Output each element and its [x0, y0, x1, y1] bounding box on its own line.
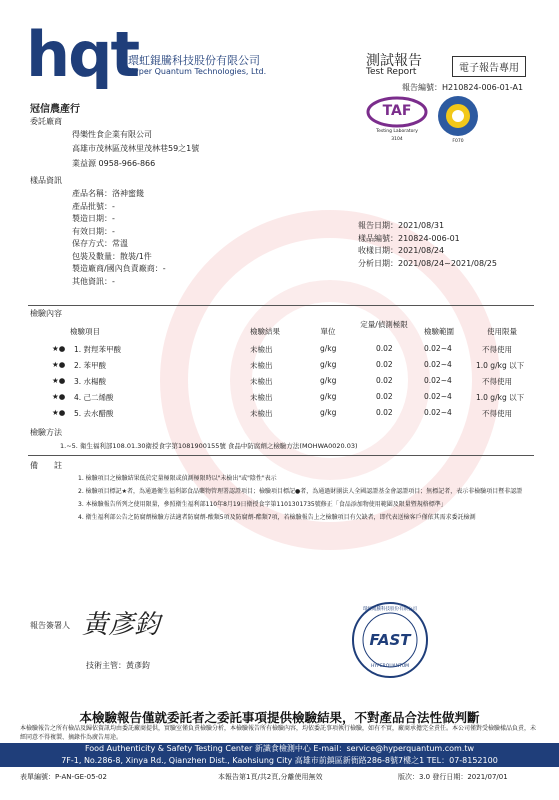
sample-info-left: [72, 188, 166, 288]
col-header-max: 使用限量: [487, 327, 517, 336]
divider: [28, 455, 534, 456]
list-item: 4. 衛生福利部公告之防腐劑檢驗方法適者防腐劑-酸類5項及防腐劑-酯類7項，若檢驗報告上之檢驗項目有欠缺者，即代表送檢客戶僅依其需求委託檢測: [78, 514, 476, 521]
col-header-item: 檢驗項目: [70, 327, 100, 336]
client-name: 得樂性食企業有限公司: [72, 130, 152, 139]
sample-row-other: 其他資訊：-: [72, 276, 115, 286]
col-header-unit: 單位: [320, 327, 336, 336]
results-table: [30, 320, 535, 420]
table-row: ★● 3. 水楊酸 未檢出 g/kg 0.02 0.02~4 不得使用: [52, 376, 512, 386]
company-name-en: Hyper Quantum Technologies, Ltd.: [128, 67, 267, 76]
accreditation-seal-icon: F070: [436, 94, 480, 146]
sample-info-right: [358, 220, 497, 270]
fast-stamp: 環虹錕騰科技股份有限公司 FAST HYPERQUANTUM: [350, 600, 430, 680]
sample-section-label: 樣品資訊: [30, 176, 62, 185]
notes-list: [78, 474, 528, 522]
results-section-label: 檢驗內容: [30, 309, 62, 318]
sample-row-exp-date: 有效日期：-: [72, 226, 115, 236]
client-section-label: 委託廠商: [30, 117, 62, 126]
version-info: 版次：3.0 發行日期：2021/07/01: [398, 773, 508, 781]
col-header-limit: 定量/偵測極限: [360, 320, 408, 329]
report-number: 報告編號：H210824-006-01-A1: [402, 83, 524, 92]
receive-date-row: 收樣日期：2021/08/24: [358, 246, 445, 255]
col-header-range: 檢驗範圍: [424, 327, 454, 336]
signatory-label: 報告簽署人: [30, 621, 70, 630]
report-title-en: Test Report: [366, 67, 417, 77]
table-row: ★● 2. 苯甲酸 未檢出 g/kg 0.02 0.02~4 1.0 g/kg 以下: [52, 360, 525, 370]
sample-row-batch: 產品批號：-: [72, 201, 115, 211]
disclaimer-text: 本檢驗報告之所有檢品及歸依資訊均由委託廠商提供，實驗室僅負責檢驗分析，本檢驗報告所有檢驗內容，均依委託事項執行檢驗，如有不實，廠商承擔完全責任。本公司僅對受檢驗樣品負責，未經同意不得複製、摘錄作為廣告用途。: [20, 725, 537, 741]
form-number: 表單編號：P-AN-GE-05-02: [20, 773, 107, 781]
contact-footer-bar: [0, 743, 559, 767]
list-item: 2. 檢驗項目標記★者，為通過衛生福利部食品藥物管理署認證項目；檢驗項目標記●者，為通過財團法人全國認證基金會認證項目；無標記者，表示非檢驗項目暨非認證: [78, 488, 523, 495]
contact-line-1: Food Authenticity & Safety Testing Center 新識食檢測中心 E-mail：service@hyperquantum.com.tw: [84, 744, 475, 753]
contact-line-2: 7F-1, No.286-8, Xinya Rd., Qianzhen Dist., Kaohsiung City 高雄市前鎮區新衙路286-8號7樓之1 TEL：07-8152100: [61, 756, 498, 765]
divider: [28, 305, 534, 306]
disclaimer-banner: 本檢驗報告僅就委託者之委託事項提供檢驗結果，不對產品合法性做判斷: [79, 710, 480, 725]
company-name-cn: 環虹錕騰科技股份有限公司: [128, 54, 260, 67]
technical-manager: 技術主管：黃彥鈞: [86, 661, 150, 670]
client-address: 高雄市茂林區茂林里茂林巷59之1號: [72, 144, 200, 153]
method-text: 1.~5. 衛生福利部108.01.30衛授食字第1081900155號 食品中防腐劑之檢驗方法(MOHWA0020.03): [60, 442, 358, 450]
report-title-cn: 測試報告: [366, 53, 422, 69]
table-row: ★● 1. 對羥苯甲酸 未檢出 g/kg 0.02 0.02~4 不得使用: [52, 344, 512, 354]
table-row: ★● 5. 去水醋酸 未檢出 g/kg 0.02 0.02~4 不得使用: [52, 408, 512, 418]
sample-row-product: 產品名稱：洛神蜜餞: [72, 189, 144, 198]
client-title: 冠信農產行: [30, 104, 80, 115]
report-date-row: 報告日期：2021/08/31: [358, 221, 445, 230]
company-logo: hqt: [26, 18, 139, 91]
list-item: 3. 本檢驗報告所列之使用限量，參照衛生福利部110年8月19日衛授食字第1101301735號修正「食品添加物使用範圍及限量暨規格標準」: [78, 501, 447, 508]
sample-row-manufacturer: 製造廠商/國內負責廠商：-: [72, 264, 166, 273]
sample-no-row: 樣品編號：210824-006-01: [358, 233, 460, 243]
page-info: 本報告第1頁/共2頁,分離使用無效: [218, 773, 323, 781]
list-item: 1. 檢驗項目之檢驗結果低於定量極限或偵測極限時以"未檢出"或"陰性"表示: [78, 475, 277, 482]
table-row: ★● 4. 己二烯酸 未檢出 g/kg 0.02 0.02~4 1.0 g/kg 以下: [52, 392, 525, 402]
sample-row-mfg-date: 製造日期：-: [72, 214, 115, 223]
sample-row-package: 包裝及數量：散裝/1件: [72, 251, 152, 261]
method-section-label: 檢驗方法: [30, 428, 62, 437]
notes-section-label: 備 註: [30, 461, 62, 470]
electronic-report-badge: 電子報告專用: [452, 56, 526, 77]
client-phone: 業益源 0958-966-866: [72, 159, 156, 168]
taf-logo: TAF Testing Laboratory 3104: [366, 96, 428, 146]
analysis-date-row: 分析日期：2021/08/24~2021/08/25: [358, 258, 497, 268]
signature-image: 黃彥鈞: [82, 610, 161, 640]
col-header-result: 檢驗結果: [250, 327, 280, 336]
sample-row-storage: 保存方式：常溫: [72, 239, 128, 248]
